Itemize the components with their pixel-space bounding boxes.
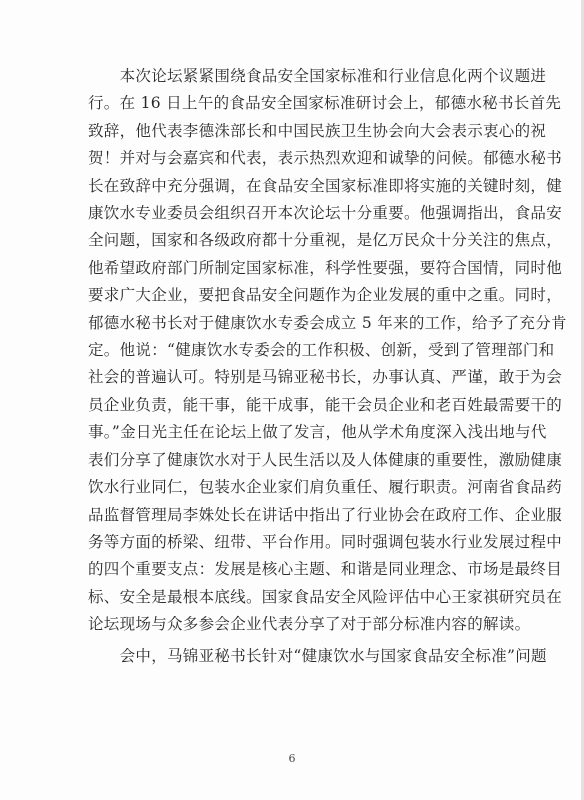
text-line: 长在致辞中充分强调，在食品安全国家标准即将实施的关键时刻，健 (88, 176, 563, 195)
text-line: 本次论坛紧紧围绕食品安全国家标准和行业信息化两个议题进 (88, 67, 547, 85)
text-line: 郁德水秘书长对于健康饮水专委会成立 5 年来的工作，给予了充分肯 (88, 313, 567, 332)
page-number: 6 (288, 752, 296, 765)
text-line: 标、安全是最根本底线。国家食品安全风险评估中心王家祺研究员在 (88, 587, 563, 606)
text-line: 定。他说：“健康饮水专委会的工作积极、创新，受到了管理部门和 (88, 341, 555, 360)
text-line: 会中，马锦亚秘书长针对“健康饮水与国家食品安全标准”问题 (88, 646, 547, 665)
text-line: 饮水行业同仁，包装水企业家们肩负重任、履行职责。河南省食品药 (88, 478, 563, 497)
text-line: 事。”金日光主任在论坛上做了发言，他从学术角度深入浅出地与代 (88, 423, 547, 442)
text-line: 务等方面的桥梁、纽带、平台作用。同时强调包装水行业发展过程中 (88, 532, 563, 551)
text-line: 的四个重要支点：发展是核心主题、和谐是同业理念、市场是最终目 (88, 560, 563, 579)
text-line: 员企业负责，能干事，能干成事，能干会员企业和老百姓最需要干的 (88, 395, 563, 414)
text-line: 论坛现场与众多参会企业代表分享了对于部分标准内容的解读。 (88, 615, 531, 634)
text-line: 致辞，他代表李德洙部长和中国民族卫生协会向大会表示衷心的祝 (88, 121, 547, 140)
body-text (88, 63, 567, 670)
text-line: 贺！并对与会嘉宾和代表，表示热烈欢迎和诚挚的问候。郁德水秘书 (88, 149, 563, 168)
text-line: 全问题，国家和各级政府都十分重视，是亿万民众十分关注的焦点， (88, 231, 563, 250)
text-line: 要求广大企业，要把食品安全问题作为企业发展的重中之重。同时， (88, 286, 563, 305)
text-line: 行。在 16 日上午的食品安全国家标准研讨会上，郁德水秘书长首先 (88, 94, 562, 113)
text-line: 他希望政府部门所制定国家标准，科学性要强，要符合国情，同时他 (88, 258, 563, 277)
text-line: 品监督管理局李姝处长在讲话中指出了行业协会在政府工作、企业服 (88, 505, 563, 524)
text-line: 表们分享了健康饮水对于人民生活以及人体健康的重要性，激励健康 (88, 450, 563, 469)
text-line: 康饮水专业委员会组织召开本次论坛十分重要。他强调指出，食品安 (88, 204, 563, 223)
text-line: 社会的普遍认可。特别是马锦亚秘书长，办事认真、严谨，敢于为会 (88, 368, 563, 387)
